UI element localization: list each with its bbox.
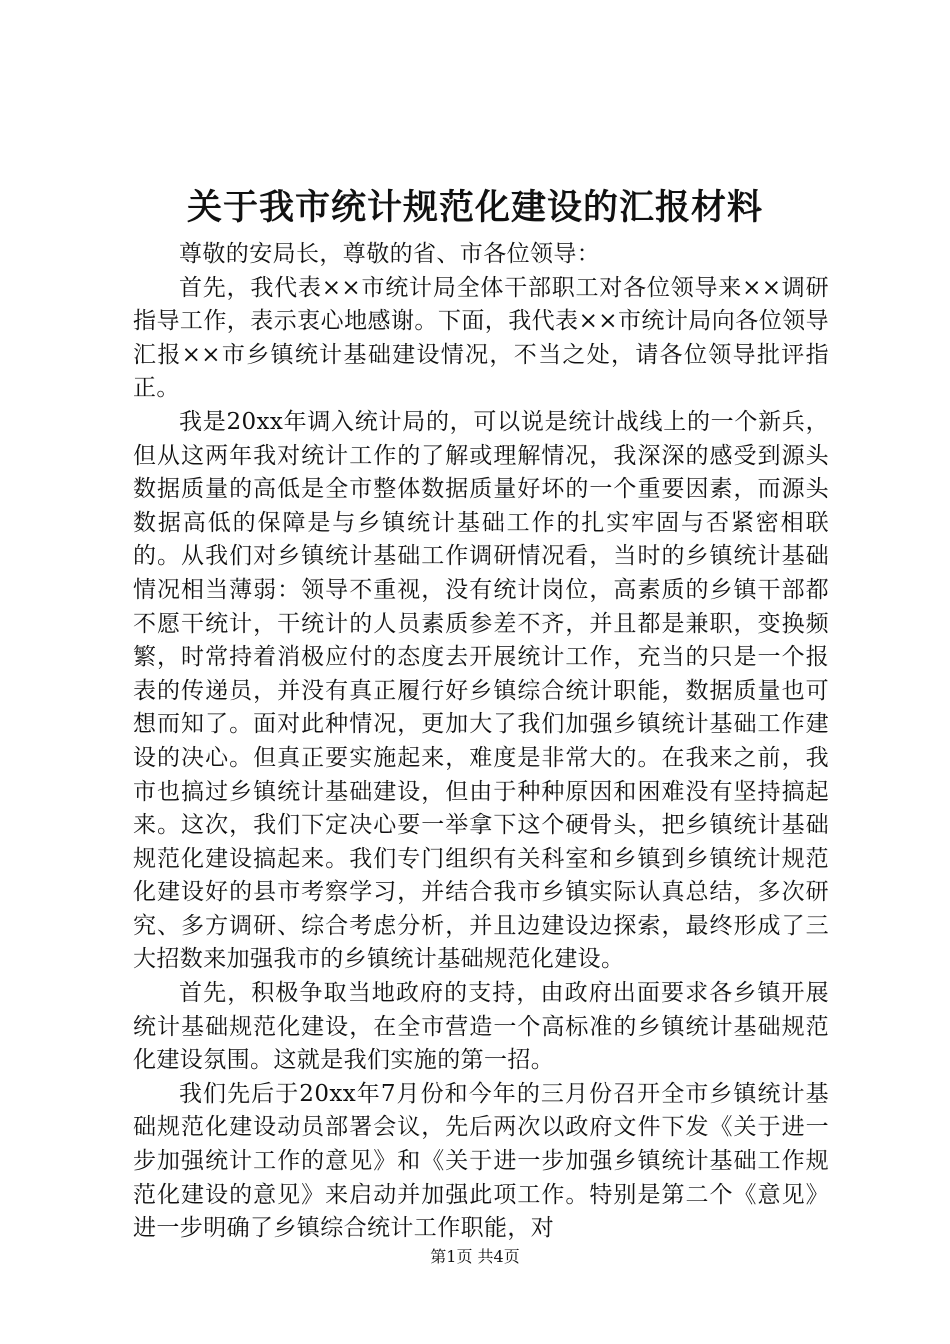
- paragraph-introduction: 首先，我代表××市统计局全体干部职工对各位领导来××调研指导工作，表示衷心地感谢。下面，我代表××市统计局向各位领导汇报××市乡镇统计基础建设情况，不当之处，请各位领导批评指正。: [133, 274, 829, 402]
- document-title: 关于我市统计规范化建设的汇报材料: [186, 188, 763, 228]
- document-body: [133, 238, 829, 1246]
- paragraph-salutation: 尊敬的安局长，尊敬的省、市各位领导：: [179, 241, 601, 267]
- paragraph-background: 我是20xx年调入统计局的，可以说是统计战线上的一个新兵，但从这两年我对统计工作的了解或理解情况，我深深的感受到源头数据质量的高低是全市整体数据质量好坏的一个重要因素，而源头数据高低的保障是与乡镇统计基础工作的扎实牢固与否紧密相联的。从我们对乡镇统计基础工作调研情况看，当时的乡镇统计基础情况相当薄弱：领导不重视，没有统计岗位，高素质的乡镇干部都不愿干统计，干统计的人员素质参差不齐，并且都是兼职，变换频繁，时常持着消极应付的态度去开展统计工作，充当的只是一个报表的传递员，并没有真正履行好乡镇综合统计职能，数据质量也可想而知了。面对此种情况，更加大了我们加强乡镇统计基础工作建设的决心。但真正要实施起来，难度是非常大的。在我来之前，我市也搞过乡镇统计基础建设，但由于种种原因和困难没有坚持搞起来。这次，我们下定决心要一举拿下这个硬骨头，把乡镇统计基础规范化建设搞起来。我们专门组织有关科室和乡镇到乡镇统计规范化建设好的县市考察学习，并结合我市乡镇实际认真总结，多次研究、多方调研、综合考虑分析，并且边建设边探索，最终形成了三大招数来加强我市的乡镇统计基础规范化建设。: [133, 408, 829, 973]
- paragraph-meetings: 我们先后于20xx年7月份和今年的三月份召开全市乡镇统计基础规范化建设动员部署会议，先后两次以政府文件下发《关于进一步加强统计工作的意见》和《关于进一步加强乡镇统计基础工作规范化建设的意见》来启动并加强此项工作。特别是第二个《意见》进一步明确了乡镇综合统计工作职能，对: [133, 1080, 829, 1242]
- paragraph-first-measure: 首先，积极争取当地政府的支持，由政府出面要求各乡镇开展统计基础规范化建设，在全市营造一个高标准的乡镇统计基础规范化建设氛围。这就是我们实施的第一招。: [133, 980, 829, 1074]
- page-number-footer: 第1页 共4页: [430, 1247, 520, 1266]
